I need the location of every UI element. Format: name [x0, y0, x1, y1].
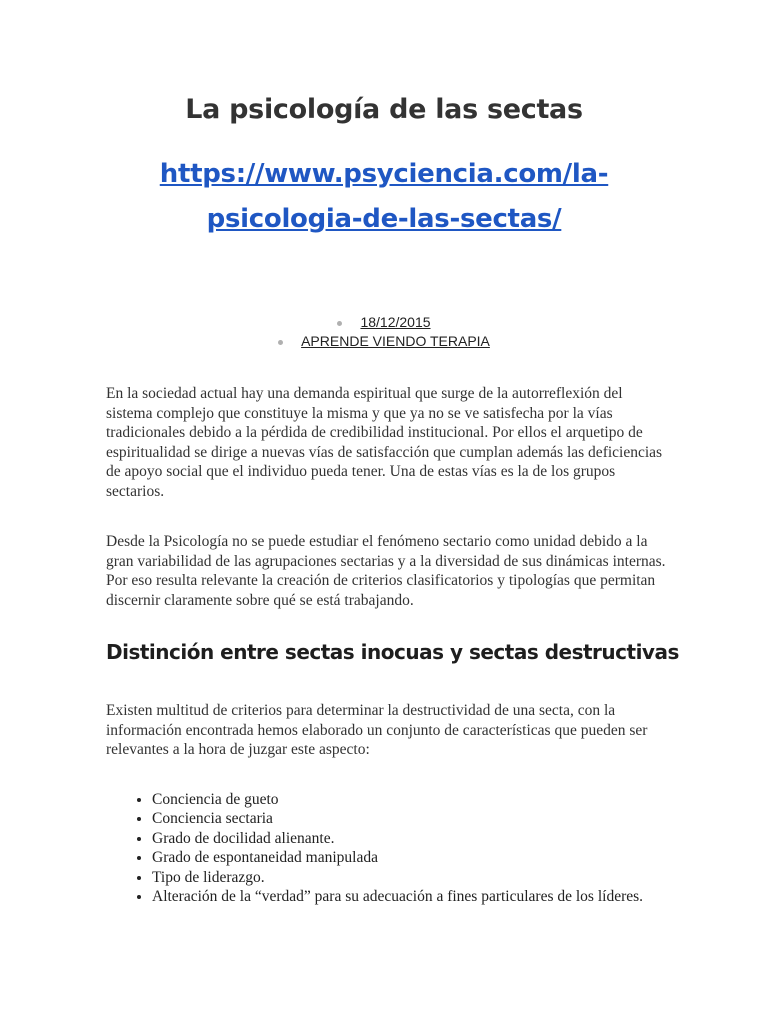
date-link[interactable]: 18/12/2015 [360, 314, 431, 330]
bullet-dot-icon [278, 340, 283, 345]
list-item: • Grado de docilidad alienante. [152, 829, 646, 848]
bullet-dot-icon [337, 321, 342, 326]
page-title: La psicología de las sectas [185, 94, 583, 125]
paragraph-psychology: Desde la Psicología no se puede estudiar el fenómeno sectario como unidad debido a la gran variabilidad de las agrupaciones sectarias y a la diversidad de sus dinámicas internas. Por eso resulta relevante la creación de criterios clasificatorios y tipologías que permitan discernir claramente sobre qué se está trabajando. [106, 533, 666, 609]
source-url-link[interactable]: https://www.psyciencia.com/la-psicologia-de-las-sectas/ [159, 159, 609, 234]
paragraph-intro: En la sociedad actual hay una demanda espiritual que surge de la autorreflexión del sistema complejo que constituye la misma y que ya no se ve satisfecha por la vías tradicionales debido a la pérdida de credibilidad institucional. Por ellos el arquetipo de espiritualidad se dirige a nuevas vías de satisfacción que cumplan además las deficiencias de apoyo social que el individuo pueda tener. Una de estas vías es la de los grupos sectarios. [106, 385, 663, 500]
meta-item-category [0, 332, 768, 351]
section-heading: Distinción entre sectas inocuas y sectas destructivas [106, 640, 679, 664]
category-link[interactable]: APRENDE VIENDO TERAPIA [301, 333, 490, 349]
list-item: • Alteración de la “verdad” para su adecuación a fines particulares de los líderes. [152, 887, 646, 906]
meta-item-date [0, 313, 768, 332]
paragraph-criteria-intro: Existen multitud de criterios para determinar la destructividad de una secta, con la información encontrada hemos elaborado un conjunto de características que pueden ser relevantes a la hora de juzgar este aspecto: [106, 702, 648, 758]
list-item: • Conciencia sectaria [152, 809, 646, 828]
article-meta-list [0, 313, 768, 351]
list-item: • Grado de espontaneidad manipulada [152, 848, 646, 867]
list-item: • Conciencia de gueto [152, 790, 646, 809]
criteria-list [106, 790, 646, 906]
list-item: • Tipo de liderazgo. [152, 868, 646, 887]
